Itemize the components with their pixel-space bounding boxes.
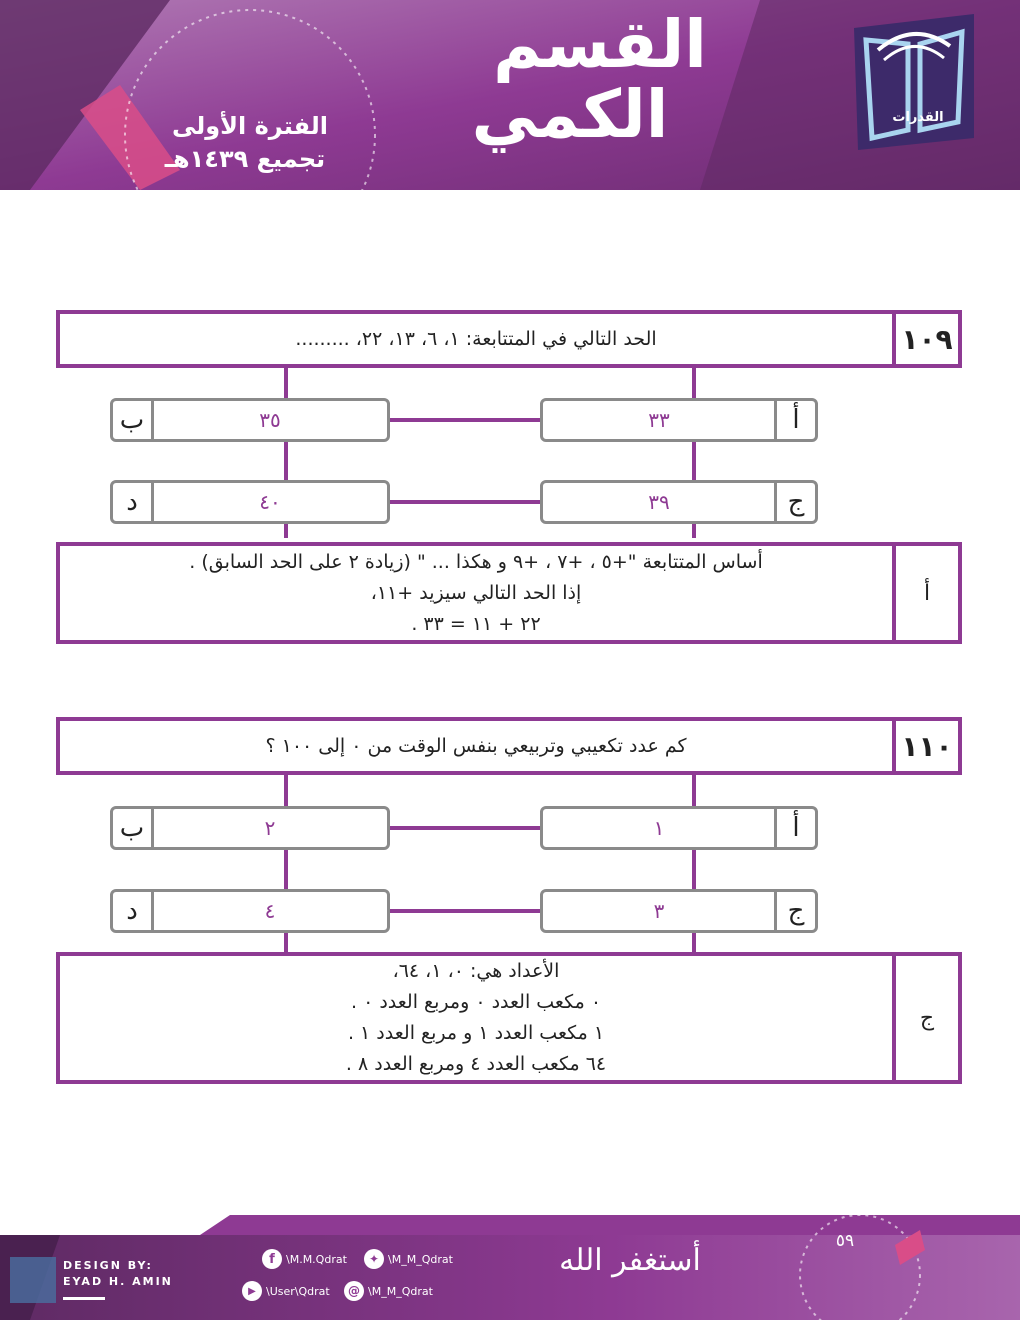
question-number: ١١٠ xyxy=(892,721,958,771)
design-by-label: DESIGN BY: xyxy=(63,1259,153,1272)
option-d-letter: د xyxy=(113,483,154,521)
youtube-link[interactable] xyxy=(242,1281,330,1301)
option-c-value: ٣ xyxy=(653,899,665,923)
designer-name: EYAD H. AMIN xyxy=(63,1275,173,1288)
option-d[interactable] xyxy=(110,480,390,524)
calligraphy-text: أستغفر الله xyxy=(559,1243,701,1278)
question-number: ١٠٩ xyxy=(892,314,958,364)
option-c-value: ٣٩ xyxy=(648,490,670,514)
logo-text: القدرات xyxy=(892,110,944,125)
answer-box xyxy=(56,542,962,644)
option-d[interactable] xyxy=(110,889,390,933)
answer-explanation xyxy=(60,956,892,1080)
option-d-value: ٤٠ xyxy=(259,490,281,514)
youtube-icon: ▶ xyxy=(242,1281,262,1301)
option-d-letter: د xyxy=(113,892,154,930)
answer-explanation xyxy=(60,546,892,640)
section-title-line2: الكمي xyxy=(471,76,669,153)
option-b-value: ٣٥ xyxy=(259,408,281,432)
qudrat-logo xyxy=(848,10,980,150)
option-a-letter: أ xyxy=(774,809,815,847)
option-c-letter: ج xyxy=(774,892,815,930)
answer-line: أساس المتتابعة "+٥ ، +٧ ، +٩ و هكذا ... " (زيادة ٢ على الحد السابق) . xyxy=(189,550,763,573)
answer-line: ٦٤ مكعب العدد ٤ ومربع العدد ٨ . xyxy=(345,1053,607,1075)
question-box xyxy=(56,310,962,368)
option-a-value: ١ xyxy=(653,816,665,840)
page-header xyxy=(0,0,1020,190)
option-b-letter: ب xyxy=(113,809,154,847)
option-b-letter: ب xyxy=(113,401,154,439)
option-b[interactable] xyxy=(110,398,390,442)
connector-line xyxy=(388,500,542,504)
section-title-line1: القسم xyxy=(493,6,707,83)
option-c[interactable] xyxy=(540,889,818,933)
answer-letter: ج xyxy=(892,956,958,1080)
question-box xyxy=(56,717,962,775)
answer-box xyxy=(56,952,962,1084)
answer-line: ٢٢ + ١١ = ٣٣ . xyxy=(411,612,541,635)
email-handle: \M_M_Qdrat xyxy=(368,1284,433,1298)
answer-line: ١ مكعب العدد ١ و مربع العدد ١ . xyxy=(347,1022,605,1044)
option-d-value: ٤ xyxy=(264,899,276,923)
facebook-handle: \M.M.Qdrat xyxy=(286,1252,347,1266)
facebook-link[interactable] xyxy=(262,1249,347,1269)
youtube-handle: \User\Qdrat xyxy=(266,1284,330,1298)
twitter-icon: ✦ xyxy=(364,1249,384,1269)
connector-line xyxy=(388,826,542,830)
option-c-letter: ج xyxy=(774,483,815,521)
compilation-label: تجميع ١٤٣٩هـ xyxy=(164,145,326,173)
email-link[interactable] xyxy=(344,1281,433,1301)
option-b[interactable] xyxy=(110,806,390,850)
option-a-value: ٣٣ xyxy=(648,408,670,432)
twitter-link[interactable] xyxy=(364,1249,453,1269)
facebook-icon: f xyxy=(262,1249,282,1269)
option-a[interactable] xyxy=(540,806,818,850)
connector-line xyxy=(388,418,542,422)
question-text: كم عدد تكعيبي وتربيعي بنفس الوقت من ٠ إلى ١٠٠ ؟ xyxy=(265,735,687,757)
answer-line: ٠ مكعب العدد ٠ ومربع العدد ٠ . xyxy=(350,991,602,1013)
period-label: الفترة الأولى xyxy=(171,112,329,140)
option-a[interactable] xyxy=(540,398,818,442)
page-number: ٥٩ xyxy=(835,1231,855,1251)
at-sign-icon: @ xyxy=(344,1281,364,1301)
option-c[interactable] xyxy=(540,480,818,524)
option-a-letter: أ xyxy=(774,401,815,439)
answer-line: الأعداد هي: ٠، ١، ٦٤، xyxy=(392,960,560,982)
twitter-handle: \M_M_Qdrat xyxy=(388,1252,453,1266)
question-text: الحد التالي في المتتابعة: ١، ٦، ١٣، ٢٢، ......... xyxy=(295,328,657,350)
designer-logo xyxy=(10,1257,56,1303)
answer-letter: أ xyxy=(892,546,958,640)
answer-line: إذا الحد التالي سيزيد +١١، xyxy=(370,581,582,604)
page-footer xyxy=(0,1215,1020,1320)
divider xyxy=(63,1297,105,1300)
option-b-value: ٢ xyxy=(264,816,276,840)
connector-line xyxy=(388,909,542,913)
